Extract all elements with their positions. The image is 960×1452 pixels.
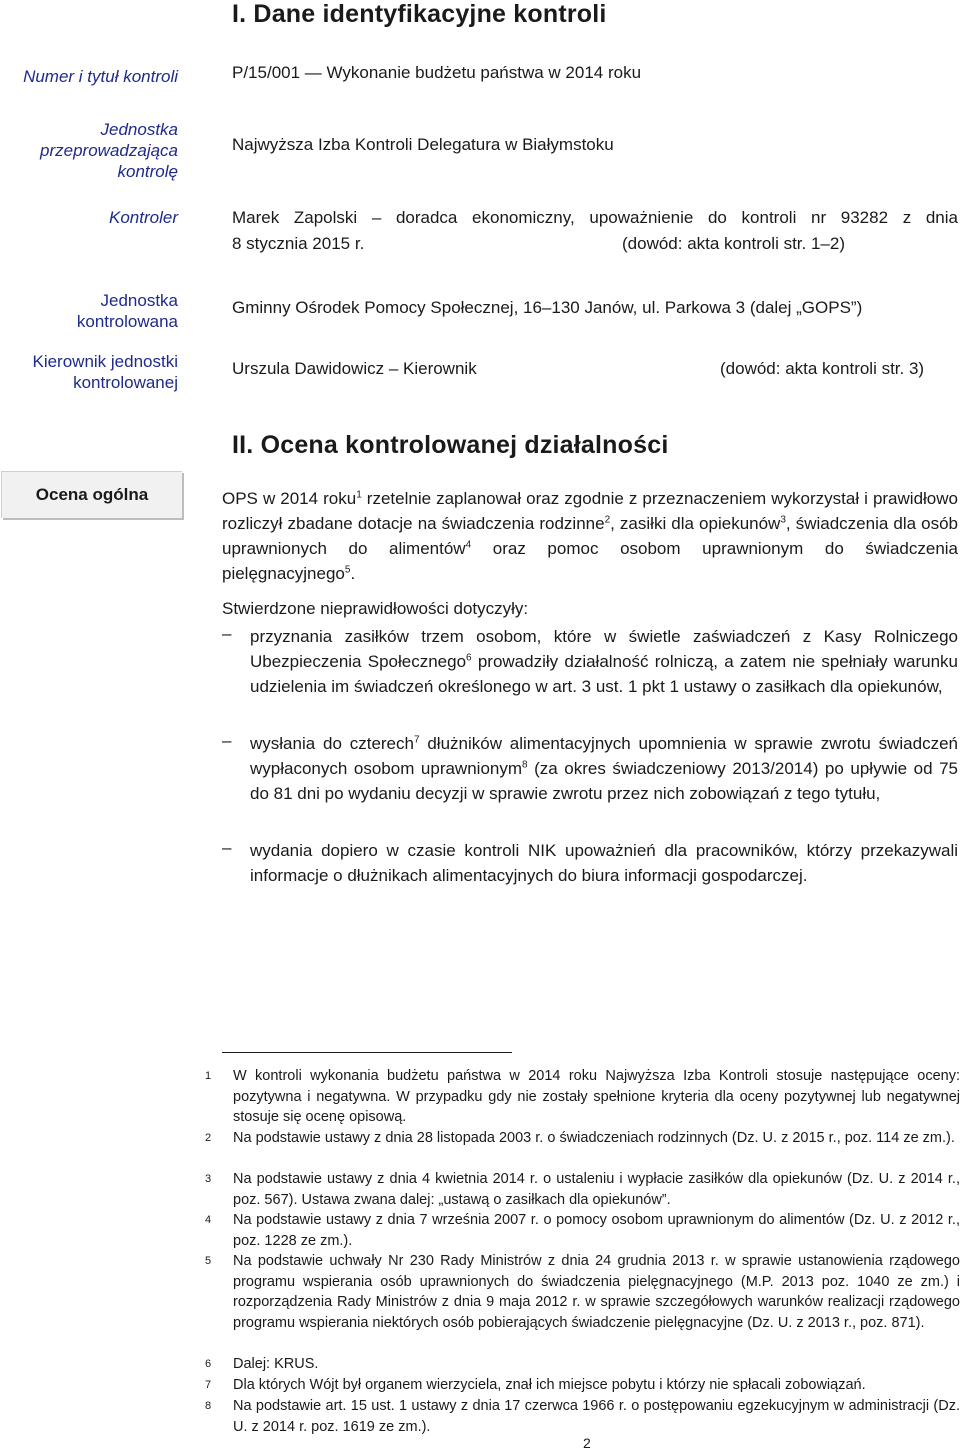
stwierdzone-heading: Stwierdzone nieprawidłowości dotyczyły:	[222, 599, 529, 618]
value-numer-kontroli: P/15/001 — Wykonanie budżetu państwa w 2014 roku	[232, 63, 642, 82]
ocena-ogolna-label: Ocena ogólna	[1, 471, 182, 518]
footnote-ref-5: 5	[344, 564, 351, 576]
value-kontroler-line1: Marek Zapolski – doradca ekonomiczny, upoważnienie do kontroli nr 93282 z dnia	[232, 208, 958, 227]
footnote-1: 1 W kontroli wykonania budżetu państwa w 2014 roku Najwyższa Izba Kontroli stosuje następujące oceny: pozytywna i negatywna. W przypadku gdy nie zostały spełnione kryteria dla oceny pozytywnej lub negatywnej stosuje się ocenę opisową.	[205, 1068, 960, 1125]
footnote-7: 7 Dla których Wójt był organem wierzyciela, znał ich miejsce pobytu i którzy nie spłacali zobowiązań.	[205, 1377, 866, 1393]
dash-marker: –	[222, 731, 232, 750]
value-kontroler-line2: 8 stycznia 2015 r.	[232, 234, 365, 253]
footnote-ref-2: 2	[604, 514, 611, 526]
dash-marker: –	[222, 838, 232, 857]
footnote-ref-3: 3	[780, 514, 786, 526]
section-title-1: I. Dane identyfikacyjne kontroli	[232, 0, 607, 28]
footnote-6: 6 Dalej: KRUS.	[205, 1356, 319, 1372]
footnote-4: 4 Na podstawie ustawy z dnia 7 września 2007 r. o pomocy osobom uprawnionym do alimentów (Dz. U. z 2012 r., poz. 1228 ze zm.).	[205, 1212, 960, 1249]
label-jednostka-kontrolowana: Jednostka kontrolowana	[76, 291, 178, 331]
label-numer-kontroli: Numer i tytuł kontroli	[23, 67, 178, 86]
label-kontroler: Kontroler	[109, 208, 178, 227]
section-title-2: II. Ocena kontrolowanej działalności	[232, 431, 669, 459]
label-jednostka-przeprowadzajaca: Jednostka przeprowadzająca kontrolę	[40, 120, 178, 181]
evidence-kierownik: (dowód: akta kontroli str. 3)	[720, 359, 925, 378]
list-item: – wydania dopiero w czasie kontroli NIK upoważnień dla pracowników, którzy przekazywali informacje o dłużnikach alimentacyjnych do biura informacji gospodarczej.	[222, 838, 958, 885]
list-item: – przyznania zasiłków trzem osobom, które w świetle zaświadczeń z Kasy Rolniczego Ubezpieczenia Społecznego$^6$ prowadziły działalność rolniczą, a zatem nie spełniały warunku udzielenia im świadczeń określonego w art. 3 ust. 1 pkt 1 ustawy o zasiłkach dla opiekunów,	[222, 624, 958, 696]
footnote-separator	[222, 1052, 512, 1053]
value-jednostka-kontrolowana: Gminny Ośrodek Pomocy Społecznej, 16–130 Janów, ul. Parkowa 3 (dalej „GOPS”)	[232, 298, 863, 317]
label-kierownik: Kierownik jednostki kontrolowanej	[32, 352, 178, 392]
list-item: – wysłania do czterech$^7$ dłużników alimentacyjnych upomnienia w sprawie zwrotu świadczeń wypłaconych osobom uprawnionym$^8$ (za okres świadczeniowy 2013/2014) po upływie od 75 do 81 dni po wydaniu decyzji w sprawie zwrotu przez nich zobowiązań z tego tytułu,	[222, 731, 958, 803]
footnote-8: 8 Na podstawie art. 15 ust. 1 ustawy z dnia 17 czerwca 1966 r. o postępowaniu egzekucyjnym w administracji (Dz. U. z 2014 r. poz. 1619 ze zm.).	[205, 1398, 960, 1435]
footnote-ref-4: 4	[465, 539, 472, 551]
footnote-2: 2 Na podstawie ustawy z dnia 28 listopada 2003 r. o świadczeniach rodzinnych (Dz. U. z 2015 r., poz. 114 ze zm.).	[205, 1130, 955, 1146]
footnote-5: 5 Na podstawie uchwały Nr 230 Rady Ministrów z dnia 24 grudnia 2013 r. w sprawie ustanowienia rządowego programu wspierania osób uprawnionych do świadczenia pielęgnacyjnego (M.P. 2013 poz. 1040 ze zm.) i rozporządzenia Rady Ministrów z dnia 9 maja 2012 r. w sprawie szczegółowych warunków realizacji rządowego programu wspierania niektórych osób pobierających świadczenie pielęgnacyjne (Dz. U. z 2013 r., poz. 871).	[205, 1253, 960, 1331]
value-jednostka-przeprowadzajaca: Najwyższa Izba Kontroli Delegatura w Białymstoku	[232, 135, 614, 154]
evidence-kontroler: (dowód: akta kontroli str. 1–2)	[622, 234, 846, 253]
footnote-ref-1: 1	[356, 489, 362, 501]
dash-marker: –	[222, 624, 232, 643]
value-kierownik: Urszula Dawidowicz – Kierownik	[232, 359, 477, 378]
page-number: 2	[583, 1435, 591, 1451]
footnote-3: 3 Na podstawie ustawy z dnia 4 kwietnia 2014 r. o ustaleniu i wypłacie zasiłków dla opiekunów (Dz. U. z 2014 r., poz. 567). Ustawa zwana dalej: „ustawą o zasiłkach dla opiekunów”.	[205, 1171, 960, 1208]
ocena-paragraph: OPS w 2014 roku$^1$ rzetelnie zaplanował oraz zgodnie z przeznaczeniem wykorzystał i prawidłowo rozliczył zbadane dotacje na świadczenia rodzinne$^2$, zasiłki dla opiekunów$^3$, świadczenia dla osób uprawnionych do alimentów$^4$ oraz pomoc osobom uprawnionym do świadczenia pielęgnacyjnego$^5$.	[222, 489, 959, 583]
